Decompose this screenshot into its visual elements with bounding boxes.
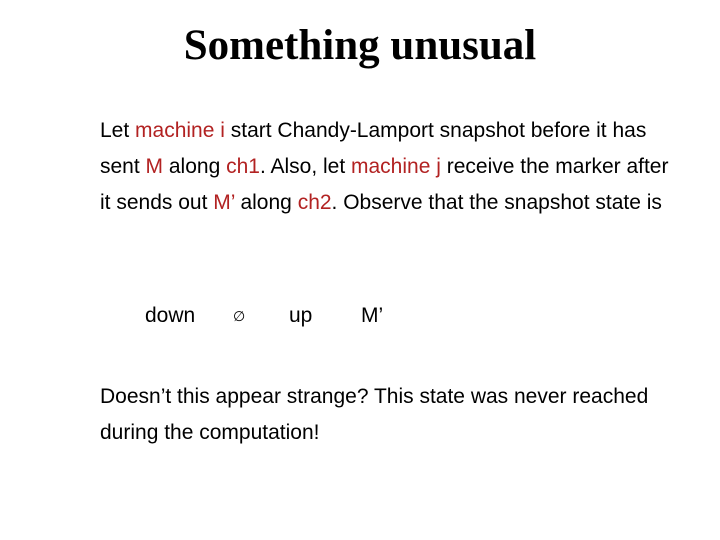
ch1-highlight: ch1	[226, 155, 260, 178]
intro-text-4: . Also, let	[259, 155, 351, 178]
machine-i-state: down	[145, 304, 196, 327]
ch2-state: M’	[361, 304, 384, 327]
intro-text-1: Let	[100, 119, 136, 142]
conclusion-paragraph: Doesn’t this appear strange? This state was never reached during the computation!	[100, 385, 649, 444]
intro-text-3: along	[163, 155, 227, 178]
intro-text-2: start Chandy-Lamport snapshot before it has sent	[100, 119, 647, 178]
slide-title: Something unusual	[183, 22, 537, 69]
intro-text-7: . Observe that the snapshot state is	[331, 191, 662, 214]
machine-j-state: up	[289, 304, 313, 327]
intro-paragraph	[100, 113, 680, 221]
message-m-highlight: M	[145, 155, 164, 178]
intro-text-5: receive the marker after it sends out	[100, 155, 669, 214]
ch2-highlight: ch2	[297, 191, 332, 214]
machine-i-highlight: machine i	[135, 119, 225, 142]
intro-text-6: along	[234, 191, 298, 214]
machine-j-highlight: machine j	[351, 155, 441, 178]
ch1-state-empty-set: ∅	[233, 308, 246, 324]
message-m-prime-highlight: M’	[213, 191, 235, 214]
snapshot-state-row	[0, 298, 720, 334]
